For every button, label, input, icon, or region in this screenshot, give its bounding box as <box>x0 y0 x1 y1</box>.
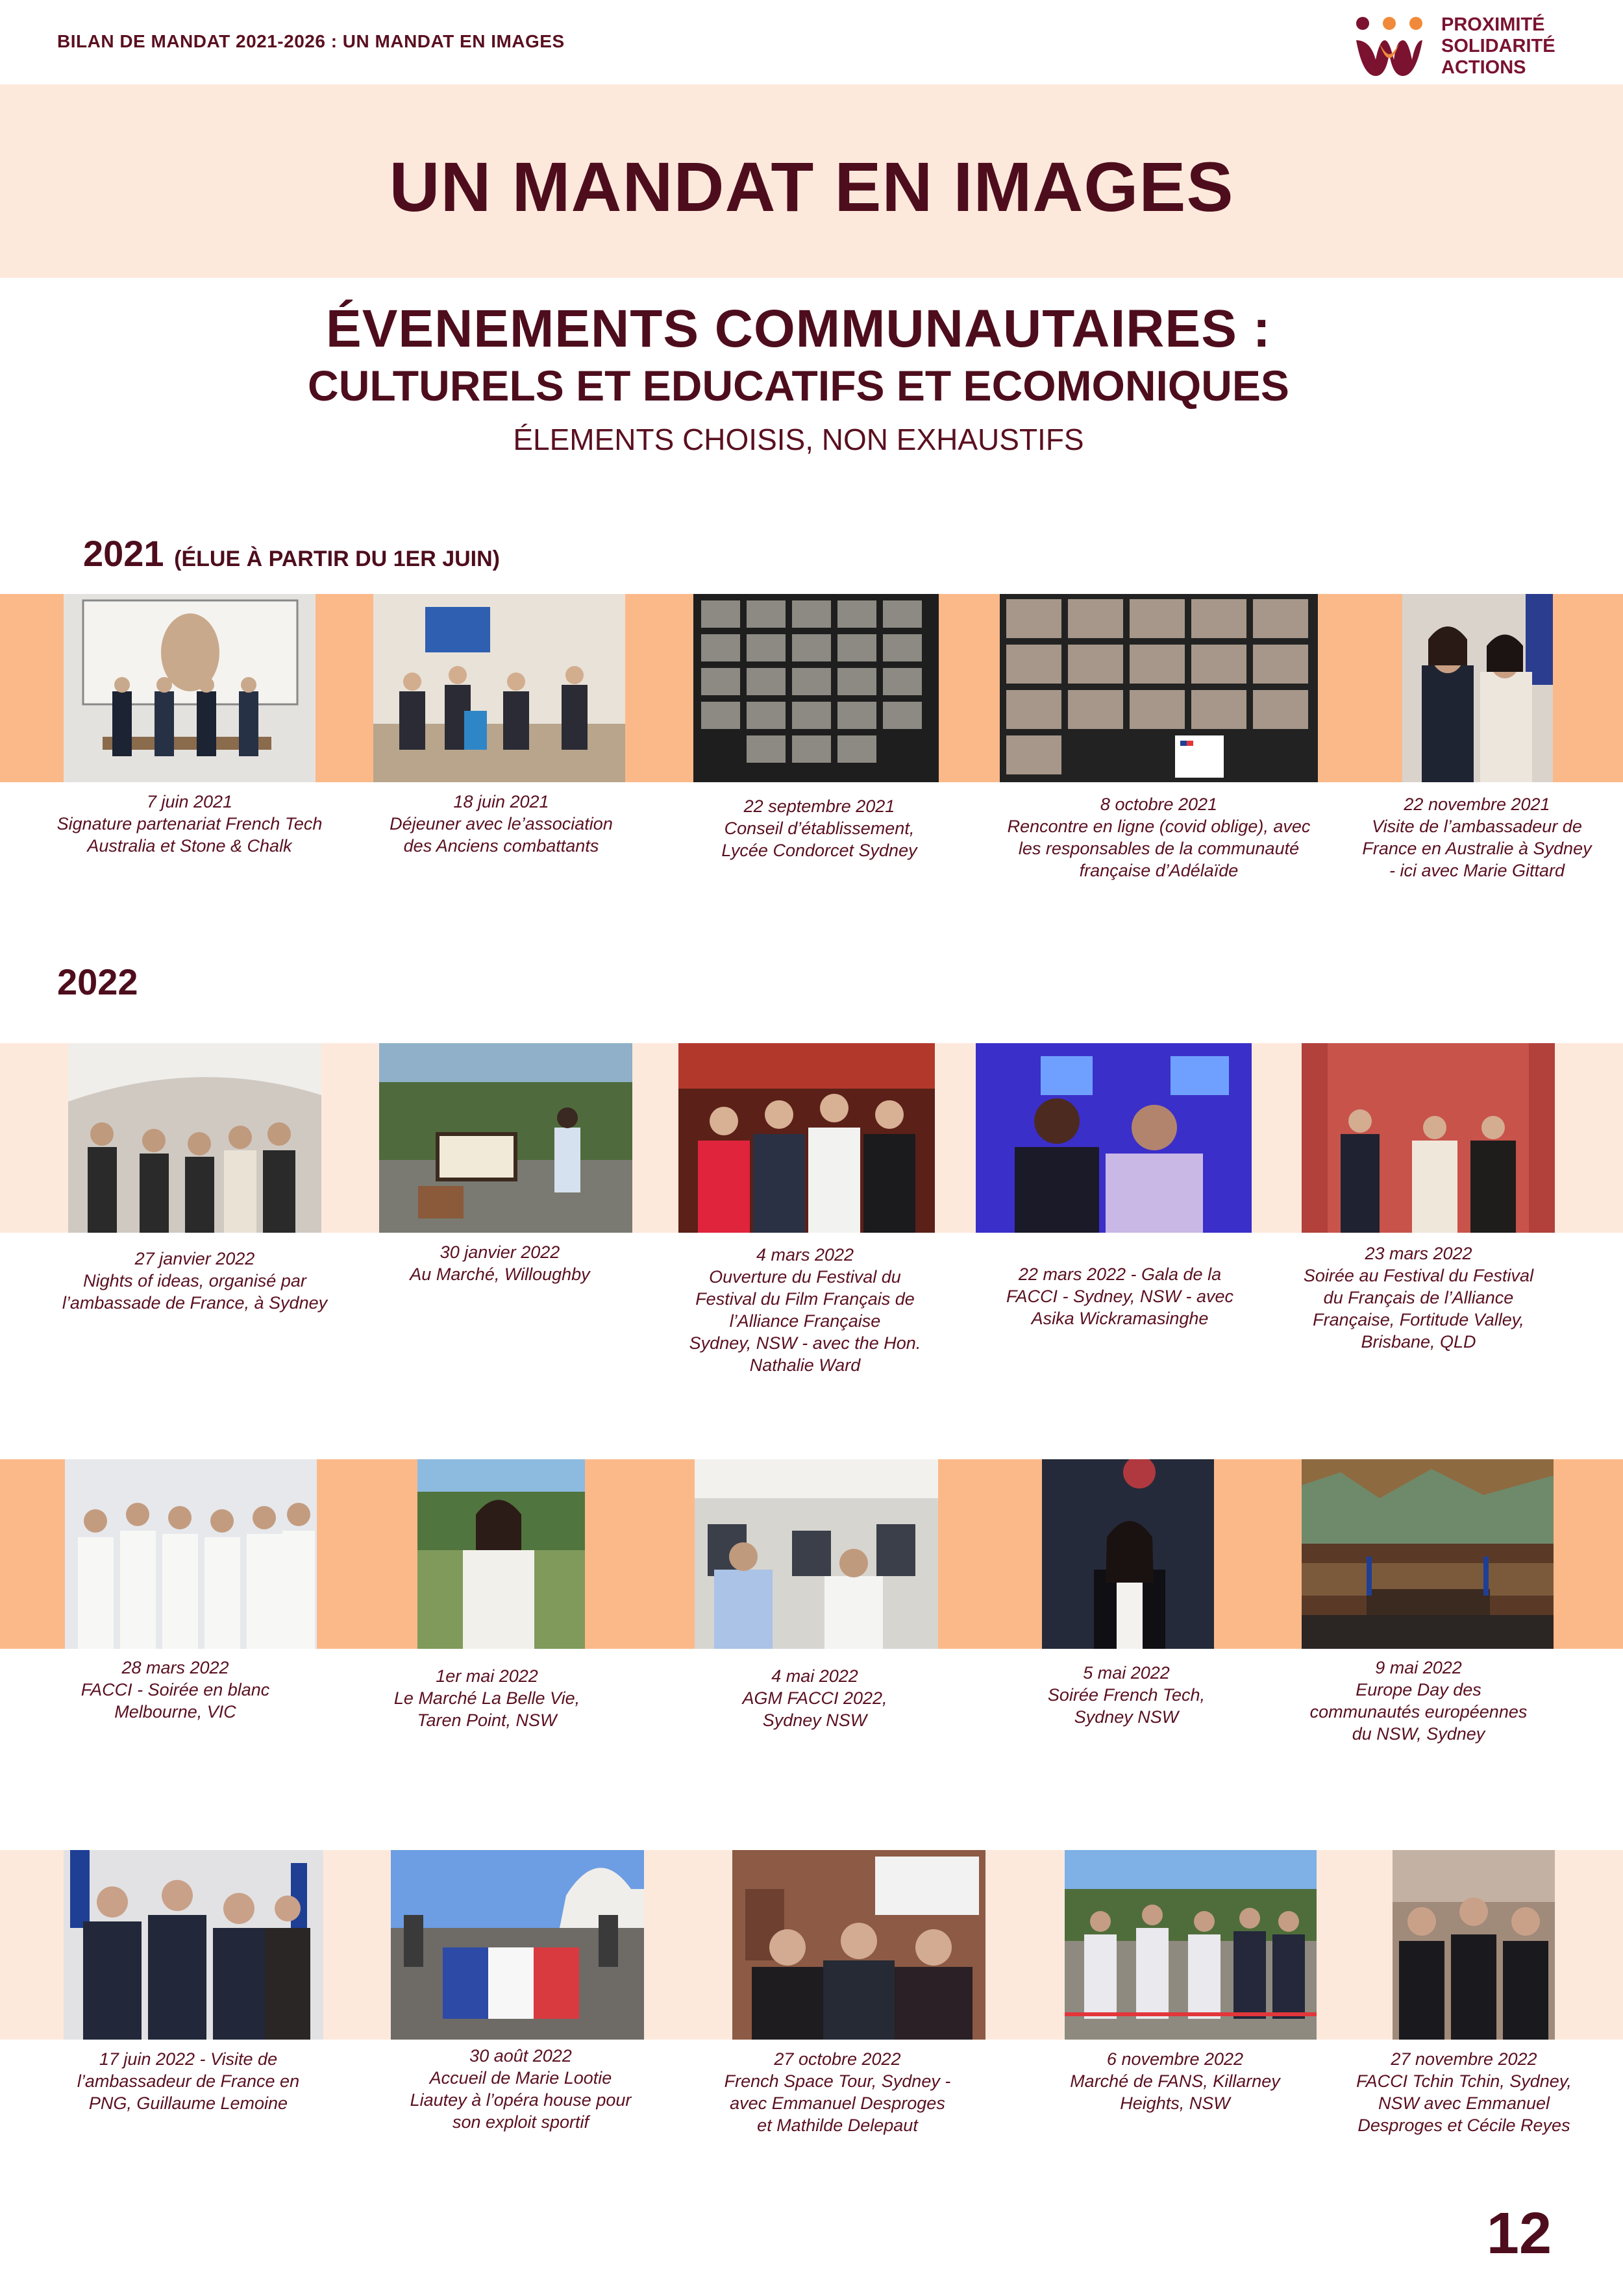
title-banner <box>0 84 1623 278</box>
caption-9-mai-2022: 9 mai 2022 Europe Day des communautés européennes du NSW, Sydney <box>1309 1658 1528 1744</box>
logo-mark-icon <box>1354 14 1425 79</box>
section-title: ÉVENEMENTS COMMUNAUTAIRES : <box>326 299 1271 358</box>
caption-27-janvier-2022: 27 janvier 2022 Nights of ideas, organisé par l’ambassade de France, à Sydney <box>62 1249 328 1313</box>
caption-7-juin-2021: 7 juin 2021 Signature partenariat French Tech Australia et Stone & Chalk <box>56 792 323 856</box>
logo <box>1354 14 1581 79</box>
caption-30-janvier-2022: 30 janvier 2022 Au Marché, Willoughby <box>410 1242 590 1284</box>
caption-30-aout-2022: 30 août 2022 Accueil de Marie Lootie Liautey à l’opéra house pour son exploit sportif <box>410 2046 632 2132</box>
page-title: UN MANDAT EN IMAGES <box>389 147 1234 226</box>
logo-text-line1: PROXIMITÉ <box>1441 14 1545 35</box>
caption-17-juin-2022: 17 juin 2022 - Visite de l’ambassadeur de France en PNG, Guillaume Lemoine <box>77 2049 300 2113</box>
logo-text-line2: SOLIDARITÉ <box>1441 36 1555 56</box>
photo-soiree-french-tech <box>1042 1459 1214 1649</box>
photo-au-marche-willoughby <box>379 1043 632 1233</box>
caption-23-mars-2022: 23 mars 2022 Soirée au Festival du Festival du Français de l’Alliance Française, Fortitude Valley, Brisbane, QLD <box>1303 1244 1534 1352</box>
photo-conseil-etablissement-zoom <box>693 594 939 782</box>
caption-22-septembre-2021: 22 septembre 2021 Conseil d’établissement, Lycée Condorcet Sydney <box>721 796 917 860</box>
photo-facci-tchin-tchin <box>1393 1850 1555 2040</box>
year-2021-label: 2021 <box>83 533 164 574</box>
caption-4-mai-2022: 4 mai 2022 AGM FACCI 2022, Sydney NSW <box>742 1666 887 1730</box>
document-header-title: BILAN DE MANDAT 2021-2026 : UN MANDAT EN IMAGES <box>57 31 565 51</box>
photo-marche-la-belle-vie <box>417 1459 585 1649</box>
photo-french-space-tour <box>732 1850 985 2040</box>
caption-6-novembre-2022: 6 novembre 2022 Marché de FANS, Killarney Heights, NSW <box>1070 2049 1280 2113</box>
page-number: 12 <box>1486 2201 1552 2266</box>
photo-marche-de-fans <box>1065 1850 1317 2040</box>
caption-8-octobre-2021: 8 octobre 2021 Rencontre en ligne (covid oblige), avec les responsables de la communauté française d’Adélaïde <box>1007 795 1311 880</box>
photo-accueil-opera-house <box>391 1850 644 2040</box>
photo-nights-of-ideas <box>68 1043 321 1233</box>
logo-text-line3: ACTIONS <box>1441 57 1526 78</box>
caption-27-novembre-2022: 27 novembre 2022 FACCI Tchin Tchin, Sydney, NSW avec Emmanuel Desproges et Cécile Reyes <box>1356 2049 1572 2135</box>
caption-1er-mai-2022: 1er mai 2022 Le Marché La Belle Vie, Taren Point, NSW <box>393 1666 580 1730</box>
section-subtitle: ÉLEMENTS CHOISIS, NON EXHAUSTIFS <box>513 423 1084 456</box>
photo-dejeuner-anciens-combattants <box>373 594 625 782</box>
caption-18-juin-2021: 18 juin 2021 Déjeuner avec le’association des Anciens combattants <box>390 792 613 856</box>
year-2021-note: (ÉLUE À PARTIR DU 1ER JUIN) <box>174 547 500 571</box>
caption-22-novembre-2021: 22 novembre 2021 Visite de l’ambassadeur de France en Australie à Sydney - ici avec Marie Gittard <box>1362 795 1592 880</box>
photo-gala-facci-sydney <box>976 1043 1252 1233</box>
photo-signature-french-tech <box>64 594 316 782</box>
photo-agm-facci-2022 <box>695 1459 938 1649</box>
year-2021-heading <box>83 532 500 574</box>
caption-28-mars-2022: 28 mars 2022 FACCI - Soirée en blanc Melbourne, VIC <box>81 1658 270 1722</box>
photo-visite-ambassadeur-sydney <box>1402 594 1553 782</box>
caption-27-octobre-2022: 27 octobre 2022 French Space Tour, Sydney - avec Emmanuel Desproges et Mathilde Delepaut <box>724 2049 951 2135</box>
photo-alliance-francaise-brisbane <box>1302 1043 1555 1233</box>
caption-4-mars-2022: 4 mars 2022 Ouverture du Festival du Festival du Film Français de l’Alliance Française Sydney, NSW - avec the Hon. Nathalie Ward <box>689 1245 921 1375</box>
caption-5-mai-2022: 5 mai 2022 Soirée French Tech, Sydney NSW <box>1047 1663 1206 1727</box>
photo-rencontre-en-ligne-adelaide <box>1000 594 1318 782</box>
photo-visite-ambassadeur-png <box>64 1850 323 2040</box>
year-2022-heading: 2022 <box>57 961 138 1002</box>
photo-festival-film-francais <box>678 1043 935 1233</box>
photo-europe-day-nsw <box>1302 1459 1554 1649</box>
caption-22-mars-2022: 22 mars 2022 - Gala de la FACCI - Sydney, NSW - avec Asika Wickramasinghe <box>1006 1265 1234 1328</box>
section-title-line2: CULTURELS ET EDUCATIFS ET ECOMONIQUES <box>308 362 1289 410</box>
photo-facci-soiree-en-blanc <box>65 1459 317 1649</box>
